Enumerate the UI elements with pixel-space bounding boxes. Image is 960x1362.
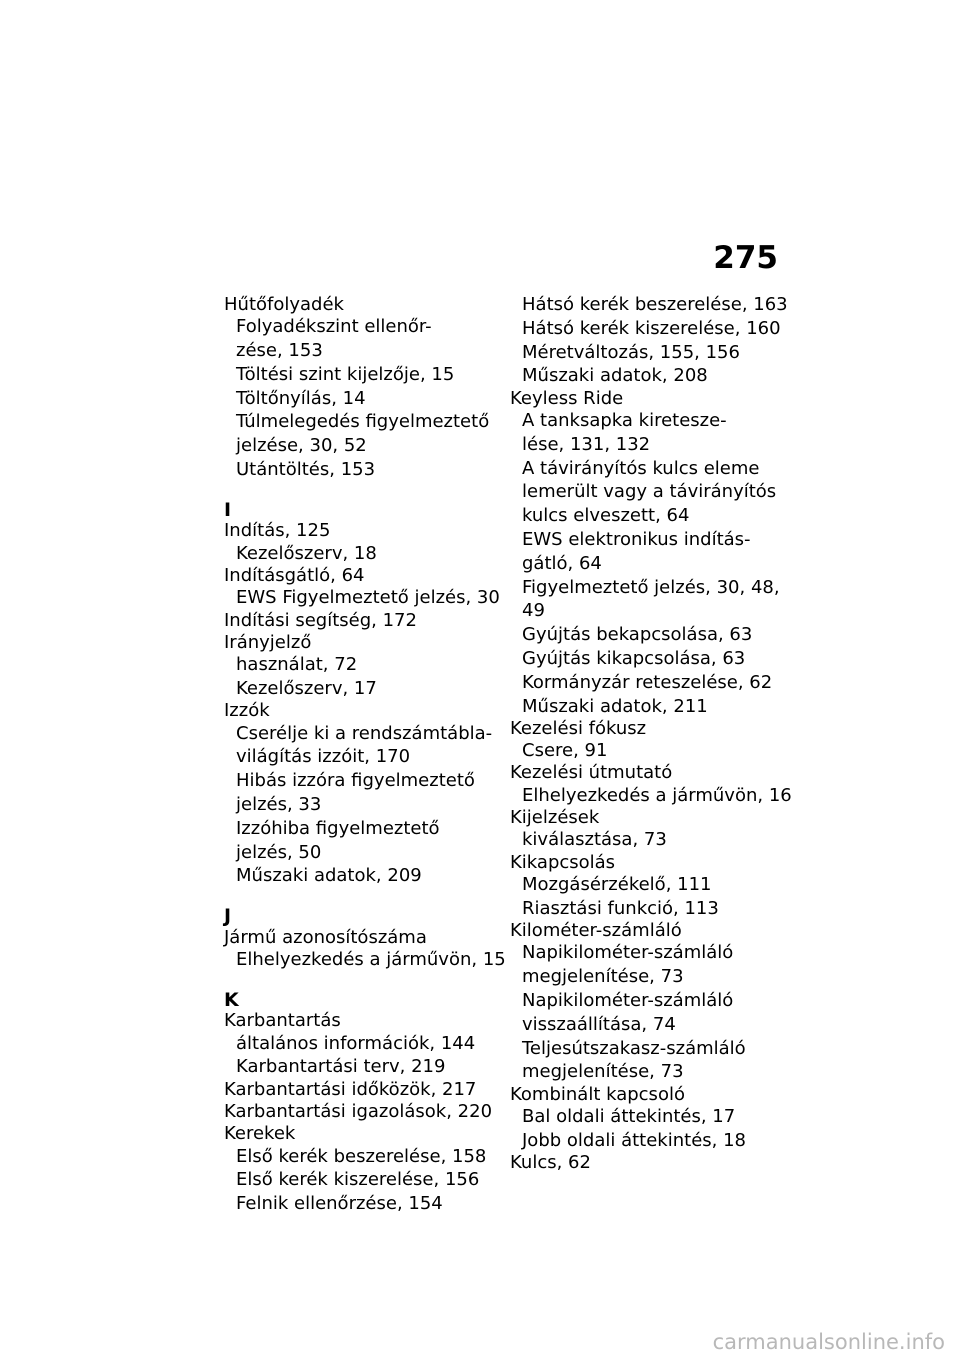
index-subentry: Figyelmeztető jelzés, 30, 48,: [522, 576, 780, 598]
index-subentry: Túlmelegedés figyelmeztető: [236, 411, 490, 433]
section-letter: K: [224, 988, 239, 1011]
section-letter: I: [224, 498, 232, 521]
index-entry-continuation: 49: [522, 600, 545, 622]
index-entry: Hűtőfolyadék: [224, 294, 344, 315]
index-entry: Izzók: [224, 700, 270, 722]
index-entry: Kijelzések: [510, 807, 600, 829]
index-subentry: általános információk, 144: [236, 1032, 476, 1054]
index-subentry: Hibás izzóra figyelmeztető: [236, 770, 475, 792]
index-entry-continuation: visszaállítása, 74: [522, 1013, 676, 1035]
index-entry-continuation: megjelenítése, 73: [522, 966, 684, 988]
index-subentry: kiválasztása, 73: [522, 829, 667, 851]
index-subentry: Első kerék kiszerelése, 156: [236, 1169, 480, 1191]
index-subentry: Csere, 91: [522, 740, 608, 762]
index-subentry: Méretváltozás, 155, 156: [522, 341, 740, 363]
index-subentry: Izzóhiba figyelmeztető: [236, 817, 440, 839]
index-entry-continuation: lése, 131, 132: [522, 433, 651, 455]
index-entry: Kezelési útmutató: [510, 762, 673, 784]
index-subentry: A távirányítós kulcs eleme: [522, 457, 760, 479]
index-subentry: használat, 72: [236, 654, 358, 676]
index-entry: Kulcs, 62: [510, 1151, 591, 1173]
index-subentry: Gyújtás kikapcsolása, 63: [522, 647, 746, 669]
index-entry: Karbantartási igazolások, 220: [224, 1100, 493, 1122]
index-subentry: Napikilométer-számláló: [522, 942, 734, 964]
index-subentry: Kezelőszerv, 17: [236, 677, 377, 699]
index-subentry: Műszaki adatok, 208: [522, 365, 708, 387]
index-subentry: Gyújtás bekapcsolása, 63: [522, 624, 753, 646]
index-subentry: Utántöltés, 153: [236, 459, 376, 481]
index-subentry: Hátsó kerék beszerelése, 163: [522, 294, 788, 315]
index-subentry: Teljesútszakasz-számláló: [522, 1037, 746, 1059]
index-entry-continuation: gátló, 64: [522, 552, 602, 574]
index-entry-continuation: kulcs elveszett, 64: [522, 505, 690, 527]
index-subentry: EWS Figyelmeztető jelzés, 30: [236, 587, 500, 609]
page-number: 275: [713, 240, 778, 276]
index-entry: Irányjelző: [224, 631, 312, 653]
index-subentry: Kezelőszerv, 18: [236, 542, 377, 564]
index-column-right: [510, 294, 792, 1174]
index-entry-continuation: megjelenítése, 73: [522, 1061, 684, 1083]
index-subentry: Felnik ellenőrzése, 154: [236, 1193, 443, 1215]
index-entry: Kombinált kapcsoló: [510, 1083, 685, 1105]
index-subentry: Cserélje ki a rendszámtábla-: [236, 722, 493, 744]
index-entry: Indítás, 125: [224, 520, 331, 542]
index-entry: Kezelési fókusz: [510, 717, 647, 739]
index-subentry: Elhelyezkedés a járművön, 16: [522, 784, 792, 806]
index-subentry: Kormányzár reteszelése, 62: [522, 671, 773, 693]
index-entry: Indítási segítség, 172: [224, 609, 417, 631]
index-subentry: Töltőnyílás, 14: [236, 387, 366, 409]
index-entry: Kikapcsolás: [510, 851, 616, 873]
index-subentry: Mozgásérzékelő, 111: [522, 873, 712, 895]
index-entry-continuation: világítás izzóit, 170: [236, 746, 411, 768]
index-entry: Jármű azonosítószáma: [224, 926, 427, 948]
index-subentry: Elhelyezkedés a járművön, 15: [236, 948, 506, 970]
watermark: carmanualsonline.info: [712, 1330, 945, 1354]
index-entry: Keyless Ride: [510, 387, 624, 409]
index-entry-continuation: jelzés, 50: [236, 841, 322, 863]
index-entry: Karbantartási időközök, 217: [224, 1078, 477, 1100]
index-entry-continuation: jelzés, 33: [236, 793, 322, 815]
index-subentry: Hátsó kerék kiszerelése, 160: [522, 317, 781, 339]
index-subentry: A tanksapka kiretesze-: [522, 409, 727, 431]
index-subentry: Riasztási funkció, 113: [522, 897, 719, 919]
index-subentry: Töltési szint kijelzője, 15: [236, 363, 455, 385]
index-subentry: EWS elektronikus indítás-: [522, 528, 751, 550]
index-column-left: [224, 294, 506, 1215]
index-entry: Karbantartás: [224, 1010, 341, 1032]
section-letter: J: [224, 905, 232, 928]
index-subentry: Műszaki adatok, 211: [522, 695, 708, 717]
index-subentry: Folyadékszint ellenőr-: [236, 316, 432, 338]
index-subentry: Műszaki adatok, 209: [236, 865, 422, 887]
index-entry: Kilométer-számláló: [510, 920, 682, 942]
index-entry-continuation: lemerült vagy a távirányítós: [522, 481, 777, 503]
index-entry: Kerekek: [224, 1123, 296, 1145]
index-subentry: Első kerék beszerelése, 158: [236, 1145, 487, 1167]
index-entry-continuation: zése, 153: [236, 340, 323, 362]
index-subentry: Napikilométer-számláló: [522, 989, 734, 1011]
index-subentry: Jobb oldali áttekintés, 18: [522, 1129, 746, 1151]
index-subentry: Bal oldali áttekintés, 17: [522, 1105, 736, 1127]
index-entry: Indításgátló, 64: [224, 564, 365, 586]
index-entry-continuation: jelzése, 30, 52: [236, 435, 367, 457]
index-subentry: Karbantartási terv, 219: [236, 1056, 446, 1078]
